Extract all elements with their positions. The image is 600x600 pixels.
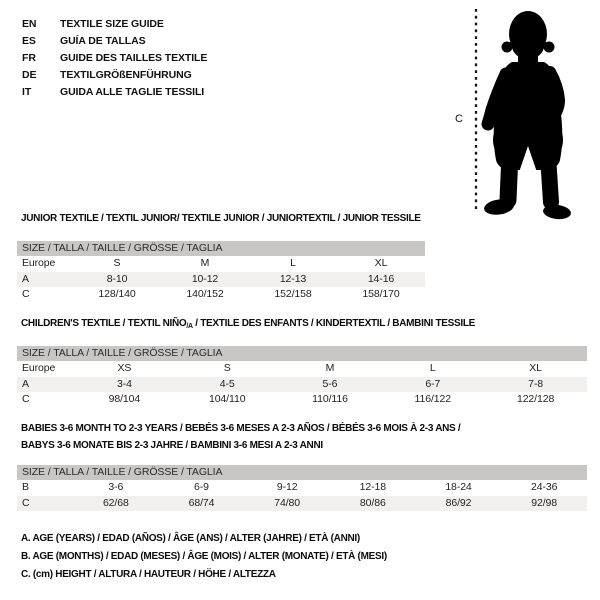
row-label: A (22, 377, 29, 390)
cell: 98/104 (108, 393, 141, 405)
language-list (22, 15, 207, 101)
cell: 3-4 (116, 377, 132, 390)
language-code: FR (22, 51, 36, 64)
table-row (17, 361, 587, 377)
children-title-post: / TEXTILE DES ENFANTS / KINDERTEXTIL / BAMBINI TESSILE (192, 318, 476, 329)
table-row (17, 480, 587, 496)
children-title-sub: /A (186, 323, 193, 330)
cell: 110/116 (312, 393, 348, 405)
footnote-b: B. AGE (MONTHS) / EDAD (MESES) / ÂGE (MOIS) / ALTER (MONATE) / ETÀ (MESI) (21, 551, 387, 562)
language-label: TEXTILGRÖßENFÜHRUNG (60, 69, 192, 82)
cell: 6-7 (425, 377, 441, 390)
cell: XL (529, 362, 542, 374)
cell: XL (374, 257, 388, 269)
babies-section-title-line1: BABIES 3-6 MONTH TO 2-3 YEARS / BEBÉS 3-6 MESES A 2-3 AÑOS / BÉBÉS 3-6 MOIS À 2-3 ANS / (21, 423, 461, 434)
junior-size-table (17, 241, 425, 303)
cell: XS (117, 362, 132, 374)
row-label: Europe (22, 362, 56, 374)
cell: 122/128 (516, 393, 555, 405)
language-row-de (22, 67, 207, 84)
table-row (17, 287, 425, 303)
cell: 5-6 (322, 377, 338, 390)
cell: 152/158 (274, 288, 312, 300)
footnote-a: A. AGE (YEARS) / EDAD (AÑOS) / ÂGE (ANS) / ALTER (JAHRE) / ETÀ (ANNI) (21, 533, 360, 544)
cell: 24-36 (530, 481, 558, 493)
toddler-silhouette-svg (452, 4, 600, 226)
cell: L (429, 362, 436, 374)
cell: 86/92 (445, 496, 472, 509)
row-label: C (22, 393, 30, 405)
row-label: Europe (22, 257, 56, 269)
cell: 128/140 (98, 288, 136, 300)
language-label: GUIDA ALLE TAGLIE TESSILI (60, 86, 205, 99)
cell: L (290, 257, 296, 269)
cell: 12-13 (279, 272, 307, 285)
table-row (17, 377, 587, 393)
cell: 74/80 (274, 496, 301, 509)
row-label: B (22, 481, 29, 493)
language-code: IT (22, 86, 32, 99)
row-label: C (22, 496, 30, 509)
footnote-c: C. (cm) HEIGHT / ALTURA / HAUTEUR / HÖHE / ALTEZZA (21, 569, 276, 580)
cell: S (223, 362, 231, 374)
children-section-title (21, 318, 475, 330)
cell: 62/68 (102, 496, 129, 509)
cell: 116/122 (414, 393, 452, 405)
cell: M (200, 257, 210, 269)
language-label: GUIDE DES TAILLES TEXTILE (60, 51, 208, 64)
row-label: A (22, 272, 29, 285)
cell: 104/110 (208, 393, 246, 405)
junior-section-title: JUNIOR TEXTILE / TEXTIL JUNIOR/ TEXTILE JUNIOR / JUNIORTEXTIL / JUNIOR TESSILE (21, 213, 421, 224)
language-code: EN (22, 17, 37, 30)
cell: 6-9 (194, 481, 209, 493)
cell: 18-24 (445, 481, 472, 493)
cell: 10-12 (191, 272, 219, 285)
language-label: GUÍA DE TALLAS (60, 34, 146, 47)
cell: 80/86 (359, 496, 386, 509)
size-header-bar: SIZE / TALLA / TAILLE / GRÖSSE / TAGLIA (17, 346, 587, 361)
language-row-fr (22, 49, 207, 66)
cell: M (325, 362, 335, 374)
babies-section-title-line2: BABYS 3-6 MONATE BIS 2-3 JAHRE / BAMBINI 3-6 MESI A 2-3 ANNI (21, 440, 323, 451)
language-label: TEXTILE SIZE GUIDE (60, 17, 164, 30)
language-code: ES (22, 34, 36, 47)
cell: S (113, 257, 121, 269)
cell: 158/170 (362, 288, 400, 300)
cell: 14-16 (367, 272, 395, 285)
table-row (17, 496, 587, 512)
size-header-bar: SIZE / TALLA / TAILLE / GRÖSSE / TAGLIA (17, 465, 587, 480)
language-code: DE (22, 69, 37, 82)
cell: 92/98 (531, 496, 558, 509)
row-label: C (22, 288, 30, 300)
language-row-it (22, 84, 207, 101)
height-marker-label: C (455, 113, 463, 125)
cell: 12-18 (359, 481, 386, 493)
cell: 68/74 (188, 496, 215, 509)
cell: 140/152 (186, 288, 224, 300)
children-title-pre: CHILDREN'S TEXTILE / TEXTIL NIÑO (21, 318, 187, 329)
table-row (17, 272, 425, 288)
size-header-bar: SIZE / TALLA / TAILLE / GRÖSSE / TAGLIA (17, 241, 425, 256)
babies-size-table (17, 465, 587, 511)
cell: 8-10 (106, 272, 128, 285)
children-size-table (17, 346, 587, 408)
cell: 7-8 (528, 377, 544, 390)
table-row (17, 392, 587, 408)
footnote-legend (21, 530, 387, 584)
cell: 3-6 (108, 481, 124, 493)
language-row-en (22, 15, 207, 32)
table-row (17, 256, 425, 272)
cell: 4-5 (219, 377, 235, 390)
cell: 9-12 (276, 481, 298, 493)
toddler-silhouette-figure (452, 4, 600, 226)
language-row-es (22, 32, 207, 49)
